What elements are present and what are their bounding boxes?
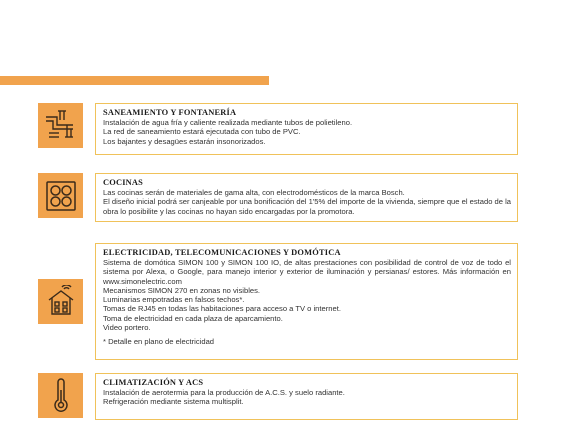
section-line: Luminarias empotradas en falsos techos*. <box>103 295 245 305</box>
section-line: El diseño inicial podrá ser canjeable por una bonificación del 1'5% del importe de la vivienda, siempre que el estado de la obra lo posibilite y las cocinas no hayan sido encargadas por la promotora. <box>103 197 511 216</box>
section-line: Refrigeración mediante sistema multisplit. <box>103 397 244 407</box>
section-line: Instalación de aerotermia para la producción de A.C.S. y suelo radiante. <box>103 388 345 397</box>
section-line: Las cocinas serán de materiales de gama alta, con electrodomésticos de la marca Bosch. <box>103 188 405 197</box>
section-line: Video portero. <box>103 323 151 333</box>
cooktop-icon <box>38 173 83 218</box>
section-title: ELECTRICIDAD, TELECOMUNICACIONES Y DOMÓTICA <box>103 248 341 257</box>
smart-home-icon <box>38 279 83 324</box>
section-electricidad <box>95 243 518 360</box>
section-saneamiento <box>95 103 518 155</box>
accent-bar <box>0 76 269 85</box>
pipes-icon <box>38 103 83 148</box>
section-line: Sistema de domótica SIMON 100 y SIMON 100 IO, de altas prestaciones con posibilidad de control de voz de todo el sistema por Alexa, o Google, para manejo interior y exterior de iluminación y persianas/ estores. Más información en www.simonelectric.com <box>103 258 511 286</box>
section-line: Instalación de agua fría y caliente realizada mediante tubos de polietileno. <box>103 118 353 127</box>
section-line: Mecanismos SIMON 270 en zonas no visibles. <box>103 285 261 295</box>
section-title: SANEAMIENTO Y FONTANERÍA <box>103 108 237 117</box>
section-line: Los bajantes y desagües estarán insonorizados. <box>103 136 266 146</box>
section-line: Toma de electricidad en cada plaza de aparcamiento. <box>103 313 283 323</box>
thermometer-icon <box>38 373 83 418</box>
section-note: * Detalle en plano de electricidad <box>103 337 215 347</box>
section-line: Tomas de RJ45 en todas las habitaciones para acceso a TV o internet. <box>103 304 341 314</box>
section-cocinas <box>95 173 518 222</box>
section-line: La red de saneamiento estará ejecutada con tubo de PVC. <box>103 127 301 137</box>
section-title: COCINAS <box>103 178 144 187</box>
section-title: CLIMATIZACIÓN Y ACS <box>103 378 204 387</box>
section-climatizacion <box>95 373 518 420</box>
